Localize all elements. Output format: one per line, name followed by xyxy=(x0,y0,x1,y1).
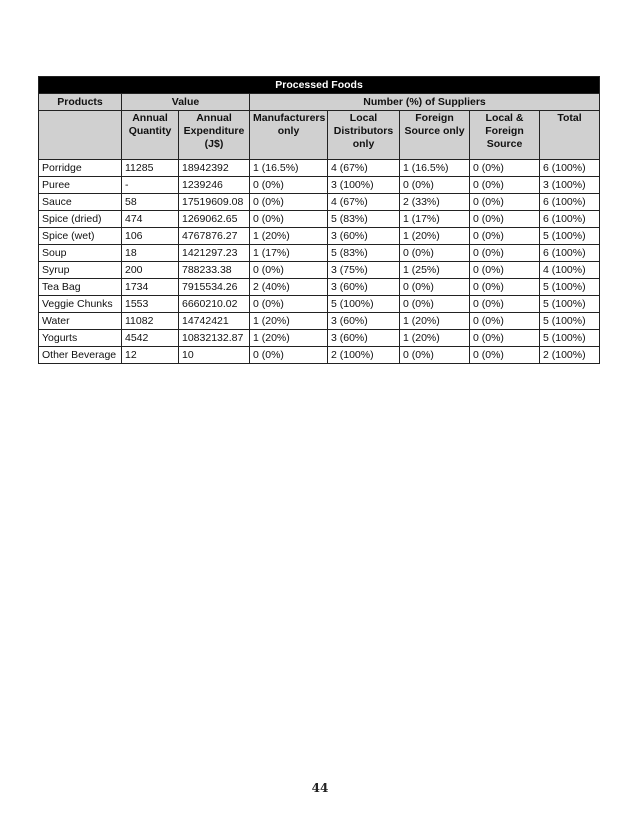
table-cell: 0 (0%) xyxy=(470,228,540,245)
table-cell: 4542 xyxy=(122,330,179,347)
product-name-cell: Other Beverage xyxy=(39,347,122,364)
table-cell: 5 (100%) xyxy=(540,330,600,347)
table-body xyxy=(39,160,600,364)
product-name-cell: Spice (dried) xyxy=(39,211,122,228)
table-cell: 0 (0%) xyxy=(250,296,328,313)
table-cell: 0 (0%) xyxy=(470,313,540,330)
subheader-annual-quantity: Annual Quantity xyxy=(122,111,179,160)
table-cell: 17519609.08 xyxy=(179,194,250,211)
table-cell: 0 (0%) xyxy=(400,296,470,313)
subheader-total: Total xyxy=(540,111,600,160)
table-cell: 0 (0%) xyxy=(250,211,328,228)
table-cell: 14742421 xyxy=(179,313,250,330)
subheader-foreign-source-only: Foreign Source only xyxy=(400,111,470,160)
table-cell: 0 (0%) xyxy=(470,330,540,347)
table-row xyxy=(39,330,600,347)
subheader-manufacturers-only: Manufacturers only xyxy=(250,111,328,160)
table-row xyxy=(39,279,600,296)
table-cell: 106 xyxy=(122,228,179,245)
table-cell: 2 (33%) xyxy=(400,194,470,211)
table-cell: 0 (0%) xyxy=(470,177,540,194)
table-cell: 10832132.87 xyxy=(179,330,250,347)
table-cell: 18942392 xyxy=(179,160,250,177)
table-cell: 1 (20%) xyxy=(250,313,328,330)
table-row xyxy=(39,160,600,177)
product-name-cell: Tea Bag xyxy=(39,279,122,296)
table-cell: 3 (60%) xyxy=(328,279,400,296)
table-cell: 4 (67%) xyxy=(328,194,400,211)
table-cell: - xyxy=(122,177,179,194)
product-name-cell: Soup xyxy=(39,245,122,262)
table-cell: 0 (0%) xyxy=(250,194,328,211)
table-cell: 6 (100%) xyxy=(540,194,600,211)
table-cell: 18 xyxy=(122,245,179,262)
table-cell: 0 (0%) xyxy=(470,194,540,211)
table-cell: 3 (60%) xyxy=(328,330,400,347)
table-cell: 1 (17%) xyxy=(400,211,470,228)
table-cell: 6 (100%) xyxy=(540,245,600,262)
product-name-cell: Syrup xyxy=(39,262,122,279)
table-cell: 0 (0%) xyxy=(250,347,328,364)
table-cell: 1239246 xyxy=(179,177,250,194)
table-cell: 5 (100%) xyxy=(540,313,600,330)
subheader-local-and-foreign-source: Local & Foreign Source xyxy=(470,111,540,160)
table-cell: 2 (40%) xyxy=(250,279,328,296)
table-cell: 4 (100%) xyxy=(540,262,600,279)
table-cell: 0 (0%) xyxy=(470,296,540,313)
table-cell: 1 (20%) xyxy=(250,330,328,347)
table-row xyxy=(39,177,600,194)
table-cell: 0 (0%) xyxy=(400,245,470,262)
table-cell: 0 (0%) xyxy=(470,262,540,279)
table-cell: 6 (100%) xyxy=(540,211,600,228)
product-name-cell: Porridge xyxy=(39,160,122,177)
table-cell: 474 xyxy=(122,211,179,228)
product-name-cell: Yogurts xyxy=(39,330,122,347)
table-cell: 5 (100%) xyxy=(540,228,600,245)
table-row xyxy=(39,347,600,364)
table-cell: 0 (0%) xyxy=(400,347,470,364)
table-cell: 5 (100%) xyxy=(540,279,600,296)
table-cell: 3 (100%) xyxy=(328,177,400,194)
processed-foods-table xyxy=(38,76,600,364)
table-cell: 58 xyxy=(122,194,179,211)
table-cell: 3 (60%) xyxy=(328,313,400,330)
table-cell: 4767876.27 xyxy=(179,228,250,245)
table-cell: 4 (67%) xyxy=(328,160,400,177)
table-cell: 0 (0%) xyxy=(470,347,540,364)
table-row xyxy=(39,211,600,228)
table-cell: 1 (20%) xyxy=(400,228,470,245)
table-cell: 0 (0%) xyxy=(470,160,540,177)
table-cell: 0 (0%) xyxy=(470,279,540,296)
table-row xyxy=(39,228,600,245)
table-cell: 5 (83%) xyxy=(328,245,400,262)
table-cell: 1 (16.5%) xyxy=(250,160,328,177)
table-cell: 0 (0%) xyxy=(250,177,328,194)
product-name-cell: Sauce xyxy=(39,194,122,211)
table-cell: 3 (60%) xyxy=(328,228,400,245)
table-row xyxy=(39,245,600,262)
header-suppliers: Number (%) of Suppliers xyxy=(250,94,600,111)
table-cell: 6 (100%) xyxy=(540,160,600,177)
header-products: Products xyxy=(39,94,122,111)
header-value: Value xyxy=(122,94,250,111)
table-cell: 1421297.23 xyxy=(179,245,250,262)
product-name-cell: Puree xyxy=(39,177,122,194)
table-cell: 1553 xyxy=(122,296,179,313)
product-name-cell: Spice (wet) xyxy=(39,228,122,245)
table-cell: 7915534.26 xyxy=(179,279,250,296)
table-cell: 11285 xyxy=(122,160,179,177)
table-cell: 2 (100%) xyxy=(328,347,400,364)
table-cell: 5 (100%) xyxy=(540,296,600,313)
table-cell: 200 xyxy=(122,262,179,279)
table-cell: 1 (25%) xyxy=(400,262,470,279)
table-cell: 12 xyxy=(122,347,179,364)
table-row xyxy=(39,313,600,330)
subheader-annual-expenditure: Annual Expenditure (J$) xyxy=(179,111,250,160)
page-number: 44 xyxy=(311,781,329,795)
table-cell: 2 (100%) xyxy=(540,347,600,364)
table-cell: 3 (75%) xyxy=(328,262,400,279)
table-cell: 5 (83%) xyxy=(328,211,400,228)
product-name-cell: Water xyxy=(39,313,122,330)
table-cell: 0 (0%) xyxy=(250,262,328,279)
table-cell: 0 (0%) xyxy=(470,211,540,228)
table-cell: 1 (16.5%) xyxy=(400,160,470,177)
table-cell: 5 (100%) xyxy=(328,296,400,313)
table-row xyxy=(39,194,600,211)
table-cell: 1 (17%) xyxy=(250,245,328,262)
table-title: Processed Foods xyxy=(39,77,600,94)
table-cell: 1 (20%) xyxy=(400,313,470,330)
table-row xyxy=(39,262,600,279)
table-cell: 6660210.02 xyxy=(179,296,250,313)
table-cell: 1734 xyxy=(122,279,179,296)
table-cell: 1269062.65 xyxy=(179,211,250,228)
table-cell: 0 (0%) xyxy=(400,279,470,296)
product-name-cell: Veggie Chunks xyxy=(39,296,122,313)
subheader-blank xyxy=(39,111,122,160)
table-cell: 11082 xyxy=(122,313,179,330)
table-cell: 10 xyxy=(179,347,250,364)
table-cell: 1 (20%) xyxy=(250,228,328,245)
subheader-local-distributors-only: Local Distributors only xyxy=(328,111,400,160)
table-cell: 0 (0%) xyxy=(400,177,470,194)
table-row xyxy=(39,296,600,313)
table-cell: 1 (20%) xyxy=(400,330,470,347)
table-cell: 3 (100%) xyxy=(540,177,600,194)
table-cell: 0 (0%) xyxy=(470,245,540,262)
table-cell: 788233.38 xyxy=(179,262,250,279)
